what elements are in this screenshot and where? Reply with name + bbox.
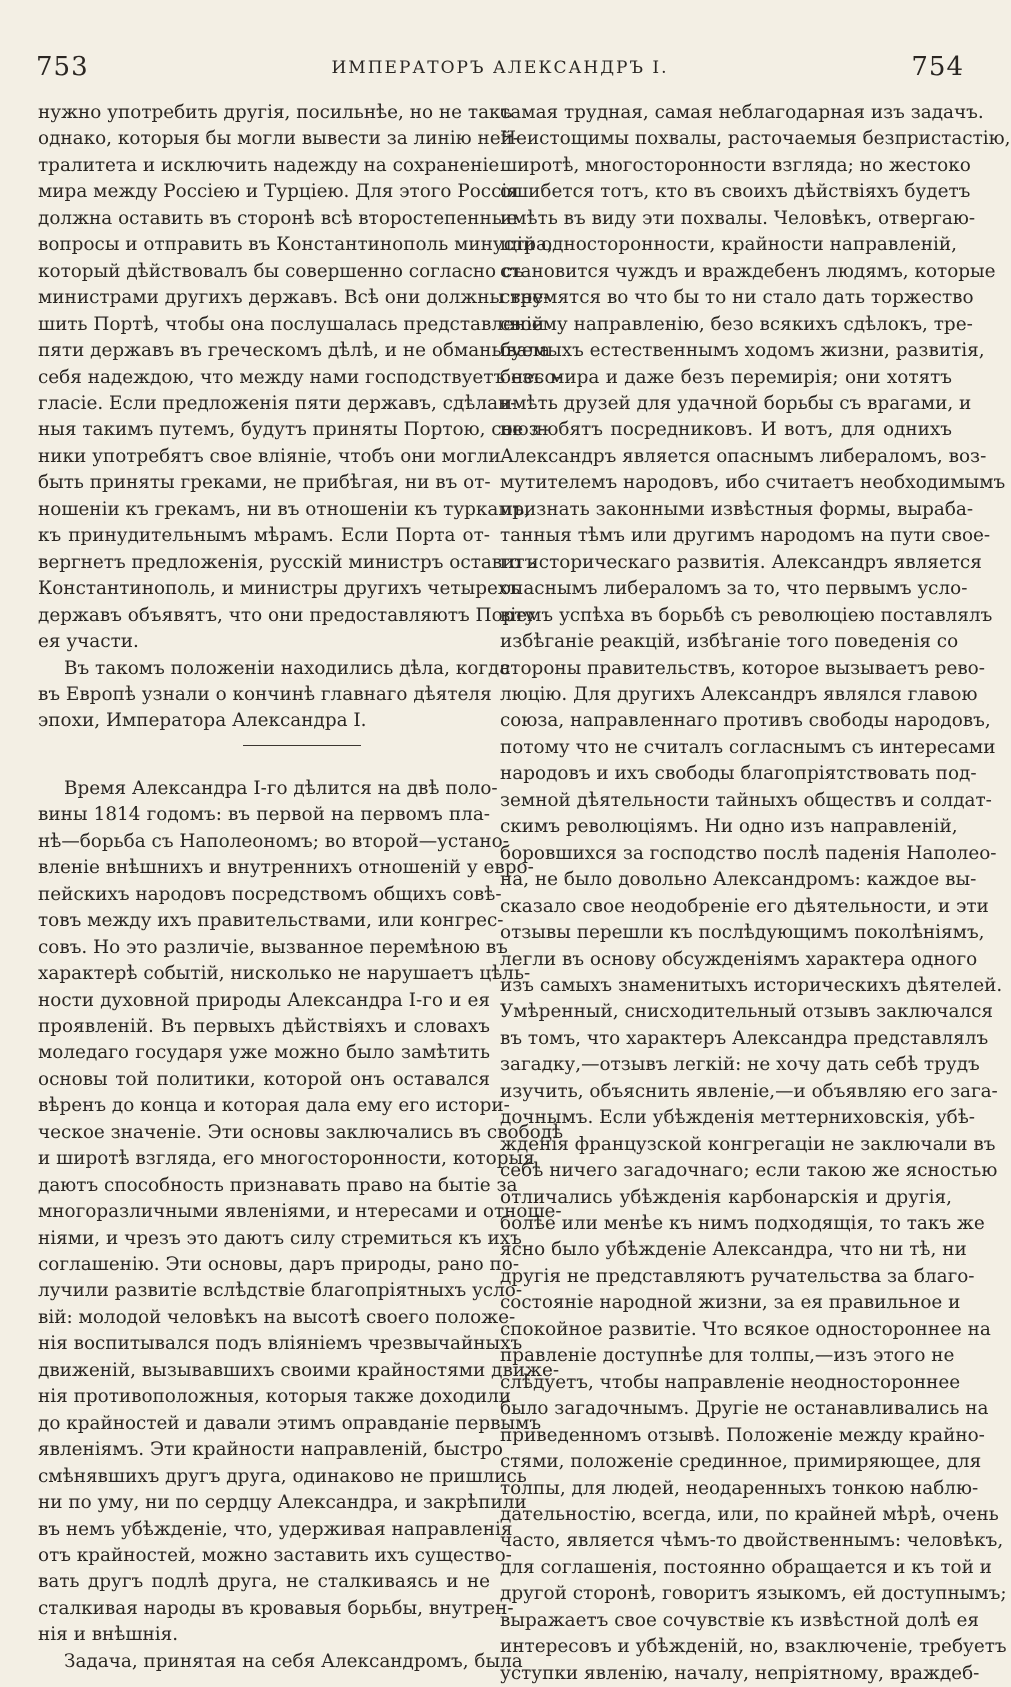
text-line: буемыхъ естественнымъ ходомъ жизни, развитія, bbox=[500, 340, 985, 362]
text-line: приведенномъ отзывѣ. Положеніе между крайно- bbox=[500, 1424, 985, 1446]
text-line: основы той политики, которой онъ оставался bbox=[38, 1068, 490, 1090]
text-line: безъ мира и даже безъ перемирія; они хотятъ bbox=[500, 366, 952, 388]
text-line: вопросы и отправить въ Константинополь минустра, bbox=[38, 234, 553, 256]
text-line: имѣть въ виду эти похвалы. Человѣкъ, отвергаю- bbox=[500, 207, 976, 229]
text-line: себѣ ничего загадочнаго; если такою же ясностью bbox=[500, 1160, 998, 1182]
text-line: соглашенію. Эти основы, даръ природы, рано по- bbox=[38, 1254, 520, 1276]
text-line: правленіе доступнѣе для толпы,—изъ этого не bbox=[500, 1345, 955, 1367]
text-line: явленіямъ. Эти крайности направленій, быстро bbox=[38, 1439, 503, 1461]
text-line: тралитета и исключить надежду на сохраненіе bbox=[38, 154, 500, 176]
text-line: уступки явленію, началу, непріятному, враждеб- bbox=[500, 1662, 980, 1684]
page-number-left: 753 bbox=[36, 52, 89, 82]
text-line: народовъ и ихъ свободы благопріятствовать под- bbox=[500, 763, 977, 785]
text-line: часто, является чѣмъ-то двойственнымъ: человѣкъ, bbox=[500, 1530, 1004, 1552]
text-line: Неистощимы похвалы, расточаемыя безпристастію, bbox=[500, 128, 1011, 150]
page-number-right: 754 bbox=[911, 52, 964, 82]
text-line: на, не было довольно Александромъ: каждое вы- bbox=[500, 869, 977, 891]
text-line: Александръ является опаснымъ либераломъ, воз- bbox=[500, 445, 987, 467]
text-line: спокойное развитіе. Что всякое одностороннее на bbox=[500, 1318, 991, 1340]
text-line: люцію. Для другихъ Александръ являлся главою bbox=[500, 683, 978, 705]
text-line: віемъ успѣха въ борьбѣ съ революціею поставлялъ bbox=[500, 604, 993, 626]
text-line: становится чуждъ и враждебенъ людямъ, которые bbox=[500, 260, 996, 282]
text-line: совъ. Но это различіе, вызванное перемѣною въ bbox=[38, 936, 508, 958]
text-line: другой сторонѣ, говоритъ языкомъ, ей доступнымъ; bbox=[500, 1583, 1007, 1605]
text-line: ясно было убѣжденіе Александра, что ни тѣ, ни bbox=[500, 1239, 967, 1261]
text-line: дочнымъ. Если убѣжденія меттерниховскія, убѣ- bbox=[500, 1107, 976, 1129]
text-line: нія воспитывался подъ вліяніемъ чрезвычайныхъ bbox=[38, 1333, 523, 1355]
text-line: нія и внѣшнія. bbox=[38, 1624, 179, 1646]
text-line: стремятся во что бы то ни стало дать торжество bbox=[500, 287, 974, 309]
text-line: ніями, и чрезъ это даютъ силу стремиться къ ихъ bbox=[38, 1227, 522, 1249]
text-line: ческое значеніе. Эти основы заключались въ свободѣ bbox=[38, 1121, 564, 1143]
text-line: ники употребятъ свое вліяніе, чтобъ они могли bbox=[38, 445, 501, 467]
text-line: боровшихся за господство послѣ паденія Наполео- bbox=[500, 842, 997, 864]
text-line: толпы, для людей, неодаренныхъ тонкою наблю- bbox=[500, 1477, 979, 1499]
text-line: выражаетъ свое сочувствіе къ извѣстной долѣ ея bbox=[500, 1609, 979, 1631]
text-line: пейскихъ народовъ посредствомъ общихъ совѣ- bbox=[38, 883, 502, 905]
text-line: нѣ—борьба съ Наполеономъ; во второй—устано- bbox=[38, 830, 509, 852]
text-line: проявленій. Въ первыхъ дѣйствіяхъ и словахъ bbox=[38, 1015, 490, 1037]
text-line: въ томъ, что характеръ Александра представлялъ bbox=[500, 1027, 989, 1049]
text-line: ношеніи къ грекамъ, ни въ отношеніи къ туркамъ, bbox=[38, 498, 531, 520]
text-line: избѣганіе реакцій, избѣганіе того поведенія со bbox=[500, 631, 959, 653]
text-line: опаснымъ либераломъ за то, что первымъ усло- bbox=[500, 578, 968, 600]
text-line: Константинополь, и министры другихъ четырехъ bbox=[38, 578, 520, 600]
text-line: изъ самыхъ знаменитыхъ историческихъ дѣятелей. bbox=[500, 974, 1003, 996]
text-line: вѣренъ до конца и которая дала ему его истори- bbox=[38, 1095, 510, 1117]
text-line: который дѣйствовалъ бы совершенно согласно съ bbox=[38, 260, 524, 282]
text-line: отъ крайностей, можно заставить ихъ существо- bbox=[38, 1545, 512, 1567]
text-line: скимъ революціямъ. Ни одно изъ направленій, bbox=[500, 816, 958, 838]
text-line: было загадочнымъ. Другіе не останавливались на bbox=[500, 1398, 989, 1420]
text-line: вать другъ подлѣ друга, не сталкиваясь и не bbox=[38, 1571, 490, 1593]
text-line: вины 1814 годомъ: въ первой на первомъ пла- bbox=[38, 804, 490, 826]
text-line: ныя такимъ путемъ, будутъ приняты Портою, союз- bbox=[38, 419, 545, 441]
text-line: легли въ основу обсужденіямъ характера одного bbox=[500, 948, 978, 970]
text-line: сказало свое неодобреніе его дѣятельности, и эти bbox=[500, 895, 989, 917]
text-line: потому что не считалъ согласнымъ съ интересами bbox=[500, 736, 996, 758]
text-line: Время Александра I-го дѣлится на двѣ поло- bbox=[64, 777, 498, 799]
text-line: союза, направленнаго противъ свободы народовъ, bbox=[500, 710, 991, 732]
text-line: го историческаго развитія. Александръ является bbox=[500, 551, 982, 573]
text-line: шить Портѣ, чтобы она послушалась представленій bbox=[38, 313, 545, 335]
text-line: мутителемъ народовъ, ибо считаетъ необходимымъ bbox=[500, 472, 1006, 494]
text-line: Умѣренный, снисходительный отзывъ заключался bbox=[500, 1001, 994, 1023]
text-line: державъ объявятъ, что они предоставляютъ Порту bbox=[38, 604, 536, 626]
text-line: болѣе или менѣе къ нимъ подходящія, то такъ же bbox=[500, 1213, 985, 1235]
text-line: жденія французской конгрегаціи не заключали въ bbox=[500, 1133, 996, 1155]
page-header bbox=[36, 52, 964, 82]
text-line: нія противоположныя, которыя также доходили bbox=[38, 1386, 512, 1408]
text-line: быть приняты греками, не прибѣгая, ни въ от- bbox=[38, 472, 491, 494]
text-line: изучить, объяснить явленіе,—и объявляю его зага- bbox=[500, 1080, 998, 1102]
text-line: мира между Россіею и Турціею. Для этого Россія bbox=[38, 181, 519, 203]
text-line: имѣть друзей для удачной борьбы съ врагами, и bbox=[500, 392, 972, 414]
text-line: самая трудная, самая неблагодарная изъ задачъ. bbox=[500, 102, 984, 123]
text-line: вергнетъ предложенія, русскій министръ оставитъ bbox=[38, 551, 537, 573]
text-column-right bbox=[500, 100, 1011, 1687]
text-line: себя надеждою, что между нами господствуетъ несо- bbox=[38, 366, 562, 388]
text-line: ошибется тотъ, кто въ своихъ дѣйствіяхъ будетъ bbox=[500, 181, 971, 203]
text-line: въ Европѣ узнали о кончинѣ главнаго дѣятеля bbox=[38, 683, 492, 705]
text-line: до крайностей и давали этимъ оправданіе первымъ bbox=[38, 1412, 542, 1434]
text-line: моледаго государя уже можно было замѣтить bbox=[38, 1042, 490, 1064]
text-line: товъ между ихъ правительствами, или конгрес- bbox=[38, 910, 504, 932]
text-column-left bbox=[38, 100, 564, 1675]
section-separator bbox=[243, 745, 361, 746]
text-line: гласіе. Если предложенія пяти державъ, сдѣлан- bbox=[38, 392, 517, 414]
text-line: лучили развитіе вслѣдствіе благопріятныхъ усло- bbox=[38, 1280, 523, 1302]
text-line: вій: молодой человѣкъ на высотѣ своего положе- bbox=[38, 1306, 516, 1328]
text-line: Задача, принятая на себя Александромъ, была bbox=[64, 1650, 523, 1672]
text-line: другія не представляютъ ручательства за благо- bbox=[500, 1265, 975, 1287]
text-line: въ немъ убѣжденіе, что, удерживая направленія bbox=[38, 1518, 513, 1540]
running-title: ИМПЕРАТОРЪ АЛЕКСАНДРЪ I. bbox=[331, 58, 669, 78]
text-line: Въ такомъ положеніи находились дѣла, когда bbox=[64, 657, 511, 679]
text-line: сталкивая народы въ кровавыя борьбы, внутрен- bbox=[38, 1597, 514, 1619]
text-line: характерѣ событій, нисколько не нарушаетъ цѣль- bbox=[38, 963, 531, 985]
text-line: танныя тѣмъ или другимъ народомъ на пути свое- bbox=[500, 525, 991, 547]
text-line: стями, положеніе срединное, примиряющее, для bbox=[500, 1451, 982, 1473]
text-line: къ принудительнымъ мѣрамъ. Если Порта от- bbox=[38, 525, 490, 547]
text-line: признать законными извѣстныя формы, выраба- bbox=[500, 498, 974, 520]
text-line: отличались убѣжденія карбонарскія и другія, bbox=[500, 1186, 952, 1208]
text-line: даютъ способность признавать право на бытіе за bbox=[38, 1174, 518, 1196]
text-line: нужно употребить другія, посильнѣе, но не такъ bbox=[38, 102, 513, 123]
text-line: однако, которыя бы могли вывести за линію ней- bbox=[38, 128, 520, 150]
text-line: отзывы перешли къ послѣдующимъ поколѣніямъ, bbox=[500, 922, 985, 944]
text-line: ея участи. bbox=[38, 631, 139, 653]
text-line: эпохи, Императора Александра I. bbox=[38, 710, 367, 732]
text-line: дательностію, всегда, или, по крайней мѣрѣ, очень bbox=[500, 1504, 999, 1526]
text-line: широтѣ, многосторонности взгляда; но жестоко bbox=[500, 154, 971, 176]
text-line: своему направленію, безо всякихъ сдѣлокъ, тре- bbox=[500, 313, 973, 335]
text-line: для соглашенія, постоянно обращается и къ той и bbox=[500, 1556, 992, 1578]
text-line: стороны правительствъ, которое вызываетъ рево- bbox=[500, 657, 985, 679]
text-line: должна оставить въ сторонѣ всѣ второстепенные bbox=[38, 207, 518, 229]
text-line: загадку,—отзывъ легкій: не хочу дать себѣ трудъ bbox=[500, 1054, 980, 1076]
text-line: министрами другихъ державъ. Всѣ они должны вну- bbox=[38, 287, 550, 309]
text-line: щій односторонности, крайности направленій, bbox=[500, 234, 957, 256]
text-line: ни по уму, ни по сердцу Александра, и закрѣпили bbox=[38, 1492, 527, 1514]
text-line: смѣнявшихъ другъ друга, одинаково не пришлись bbox=[38, 1465, 527, 1487]
text-line: состояніе народной жизни, за ея правильное и bbox=[500, 1292, 961, 1314]
text-line: вленіе внѣшнихъ и внутреннихъ отношеній у евро- bbox=[38, 857, 534, 879]
text-line: движеній, вызывавшихъ своими крайностями движе- bbox=[38, 1359, 560, 1381]
text-line: и широтѣ взгляда, его многосторонности, которыя bbox=[38, 1148, 535, 1170]
text-line: интересовъ и убѣжденій, но, взаключеніе, требуетъ bbox=[500, 1636, 1007, 1658]
text-line: пяти державъ въ греческомъ дѣлѣ, и не обманывала bbox=[38, 340, 551, 362]
text-line: не любятъ посредниковъ. И вотъ, для однихъ bbox=[500, 419, 952, 441]
text-line: слѣдуетъ, чтобы направленіе неодностороннее bbox=[500, 1371, 961, 1393]
text-line: ности духовной природы Александра I-го и ея bbox=[38, 989, 490, 1011]
text-line: многоразличными явленіями, и нтересами и отноше- bbox=[38, 1201, 562, 1223]
text-line: земной дѣятельности тайныхъ обществъ и солдат- bbox=[500, 789, 992, 811]
